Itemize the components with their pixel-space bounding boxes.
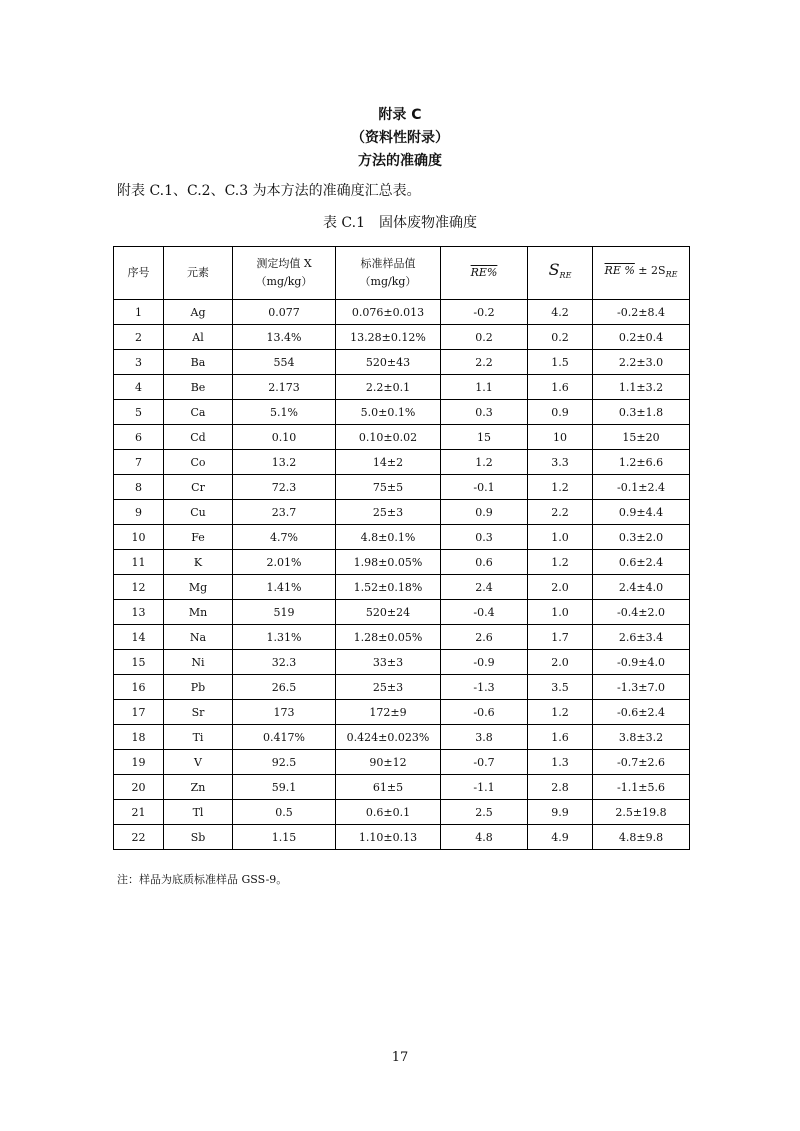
cell-re: 0.3: [441, 525, 528, 550]
cell-measured: 2.173: [233, 375, 336, 400]
table-row: [114, 450, 690, 475]
header-measured-line2: （mg/kg）: [255, 275, 313, 288]
cell-element: Al: [164, 325, 233, 350]
cell-re: -0.9: [441, 650, 528, 675]
cell-measured: 519: [233, 600, 336, 625]
cell-re-pm: -0.7±2.6: [593, 750, 690, 775]
cell-measured: 23.7: [233, 500, 336, 525]
cell-standard: 1.10±0.13: [336, 825, 441, 850]
cell-element: Mg: [164, 575, 233, 600]
cell-re: -1.3: [441, 675, 528, 700]
table-row: [114, 375, 690, 400]
cell-standard: 75±5: [336, 475, 441, 500]
cell-standard: 61±5: [336, 775, 441, 800]
cell-re: -0.1: [441, 475, 528, 500]
cell-element: V: [164, 750, 233, 775]
cell-s: 1.2: [528, 700, 593, 725]
cell-s: 10: [528, 425, 593, 450]
cell-measured: 2.01%: [233, 550, 336, 575]
cell-re: 0.9: [441, 500, 528, 525]
header-standard: [336, 247, 441, 300]
cell-element: Ag: [164, 300, 233, 325]
cell-re-pm: 1.1±3.2: [593, 375, 690, 400]
header-s: [528, 247, 593, 300]
cell-no: 15: [114, 650, 164, 675]
header-element: 元素: [164, 247, 233, 300]
cell-re: -0.4: [441, 600, 528, 625]
cell-s: 3.5: [528, 675, 593, 700]
cell-measured: 13.4%: [233, 325, 336, 350]
cell-standard: 2.2±0.1: [336, 375, 441, 400]
cell-re: -0.6: [441, 700, 528, 725]
intro-paragraph: 附表 C.1、C.2、C.3 为本方法的准确度汇总表。: [117, 183, 421, 199]
header-standard-line1: 标准样品值: [360, 257, 416, 270]
table-row: [114, 550, 690, 575]
cell-standard: 520±43: [336, 350, 441, 375]
cell-measured: 5.1%: [233, 400, 336, 425]
cell-standard: 90±12: [336, 750, 441, 775]
cell-measured: 32.3: [233, 650, 336, 675]
header-measured: [233, 247, 336, 300]
cell-no: 19: [114, 750, 164, 775]
cell-re: 3.8: [441, 725, 528, 750]
table-row: [114, 825, 690, 850]
cell-measured: 0.417%: [233, 725, 336, 750]
cell-standard: 1.52±0.18%: [336, 575, 441, 600]
cell-re-pm: 2.5±19.8: [593, 800, 690, 825]
table-row: [114, 750, 690, 775]
cell-element: Ti: [164, 725, 233, 750]
cell-element: Mn: [164, 600, 233, 625]
cell-re: -1.1: [441, 775, 528, 800]
cell-standard: 520±24: [336, 600, 441, 625]
cell-element: Cd: [164, 425, 233, 450]
cell-re-pm: 0.3±1.8: [593, 400, 690, 425]
cell-re: 2.4: [441, 575, 528, 600]
cell-re-pm: 4.8±9.8: [593, 825, 690, 850]
cell-measured: 1.41%: [233, 575, 336, 600]
table-row: [114, 625, 690, 650]
cell-standard: 25±3: [336, 675, 441, 700]
header-re: [441, 247, 528, 300]
cell-no: 9: [114, 500, 164, 525]
cell-re-pm: 1.2±6.6: [593, 450, 690, 475]
table-row: [114, 525, 690, 550]
cell-element: Co: [164, 450, 233, 475]
table-row: [114, 650, 690, 675]
cell-element: Ni: [164, 650, 233, 675]
table-row: [114, 425, 690, 450]
cell-element: Ca: [164, 400, 233, 425]
page-number: 17: [391, 1050, 409, 1065]
cell-measured: 72.3: [233, 475, 336, 500]
header-re-label: RE%: [470, 266, 498, 279]
table-row: [114, 600, 690, 625]
cell-s: 1.6: [528, 375, 593, 400]
cell-re-pm: 0.2±0.4: [593, 325, 690, 350]
cell-re-pm: -1.3±7.0: [593, 675, 690, 700]
cell-no: 6: [114, 425, 164, 450]
cell-s: 4.2: [528, 300, 593, 325]
cell-element: Be: [164, 375, 233, 400]
cell-re-pm: -0.9±4.0: [593, 650, 690, 675]
cell-element: Na: [164, 625, 233, 650]
cell-s: 4.9: [528, 825, 593, 850]
cell-no: 13: [114, 600, 164, 625]
cell-standard: 14±2: [336, 450, 441, 475]
cell-s: 1.2: [528, 475, 593, 500]
cell-measured: 173: [233, 700, 336, 725]
cell-re: 2.6: [441, 625, 528, 650]
cell-element: Fe: [164, 525, 233, 550]
table-body: [114, 300, 690, 850]
cell-s: 9.9: [528, 800, 593, 825]
cell-re-pm: 15±20: [593, 425, 690, 450]
appendix-label: 附录 C: [378, 107, 422, 123]
cell-standard: 172±9: [336, 700, 441, 725]
accuracy-table: [113, 246, 690, 850]
cell-element: K: [164, 550, 233, 575]
table-row: [114, 325, 690, 350]
cell-no: 18: [114, 725, 164, 750]
cell-no: 10: [114, 525, 164, 550]
cell-re: 15: [441, 425, 528, 450]
cell-re-pm: -0.2±8.4: [593, 300, 690, 325]
header-re-pm-label: RE %: [604, 264, 635, 277]
cell-no: 14: [114, 625, 164, 650]
cell-measured: 59.1: [233, 775, 336, 800]
cell-no: 20: [114, 775, 164, 800]
header-measured-line1: 测定均值 X: [256, 257, 312, 270]
cell-re: 1.1: [441, 375, 528, 400]
header-s-sub: RE: [559, 271, 572, 280]
cell-no: 3: [114, 350, 164, 375]
cell-measured: 0.077: [233, 300, 336, 325]
header-re-pm-tail: ± 2S: [634, 264, 666, 277]
cell-s: 1.2: [528, 550, 593, 575]
cell-s: 1.0: [528, 600, 593, 625]
table-row: [114, 700, 690, 725]
cell-re-pm: 0.6±2.4: [593, 550, 690, 575]
cell-standard: 0.6±0.1: [336, 800, 441, 825]
cell-standard: 0.10±0.02: [336, 425, 441, 450]
header-re-pm-sub: RE: [665, 270, 678, 279]
cell-measured: 26.5: [233, 675, 336, 700]
appendix-type: （资料性附录）: [351, 130, 449, 146]
cell-re-pm: 2.2±3.0: [593, 350, 690, 375]
cell-no: 1: [114, 300, 164, 325]
cell-s: 2.0: [528, 575, 593, 600]
cell-standard: 1.28±0.05%: [336, 625, 441, 650]
cell-no: 12: [114, 575, 164, 600]
cell-measured: 1.31%: [233, 625, 336, 650]
cell-s: 1.3: [528, 750, 593, 775]
cell-re: -0.7: [441, 750, 528, 775]
cell-measured: 0.10: [233, 425, 336, 450]
cell-s: 1.7: [528, 625, 593, 650]
cell-re: 1.2: [441, 450, 528, 475]
table-row: [114, 350, 690, 375]
cell-s: 2.2: [528, 500, 593, 525]
table-row: [114, 300, 690, 325]
cell-re-pm: 2.6±3.4: [593, 625, 690, 650]
cell-s: 3.3: [528, 450, 593, 475]
cell-re: 2.2: [441, 350, 528, 375]
cell-standard: 5.0±0.1%: [336, 400, 441, 425]
cell-element: Sr: [164, 700, 233, 725]
cell-re-pm: -0.6±2.4: [593, 700, 690, 725]
cell-no: 5: [114, 400, 164, 425]
table-note: 注：样品为底质标准样品 GSS-9。: [117, 873, 288, 886]
table-row: [114, 725, 690, 750]
cell-no: 22: [114, 825, 164, 850]
cell-s: 0.2: [528, 325, 593, 350]
cell-standard: 13.28±0.12%: [336, 325, 441, 350]
cell-no: 4: [114, 375, 164, 400]
cell-measured: 13.2: [233, 450, 336, 475]
cell-re-pm: -0.1±2.4: [593, 475, 690, 500]
cell-no: 8: [114, 475, 164, 500]
table-caption: 表 C.1 固体废物准确度: [322, 215, 478, 231]
cell-re: 0.2: [441, 325, 528, 350]
cell-re-pm: 0.3±2.0: [593, 525, 690, 550]
cell-s: 1.6: [528, 725, 593, 750]
cell-s: 0.9: [528, 400, 593, 425]
table-row: [114, 800, 690, 825]
cell-standard: 33±3: [336, 650, 441, 675]
cell-element: Sb: [164, 825, 233, 850]
cell-measured: 1.15: [233, 825, 336, 850]
cell-no: 21: [114, 800, 164, 825]
cell-no: 16: [114, 675, 164, 700]
cell-element: Cr: [164, 475, 233, 500]
cell-re: -0.2: [441, 300, 528, 325]
cell-measured: 0.5: [233, 800, 336, 825]
cell-standard: 4.8±0.1%: [336, 525, 441, 550]
cell-no: 11: [114, 550, 164, 575]
cell-re: 0.3: [441, 400, 528, 425]
cell-re-pm: -1.1±5.6: [593, 775, 690, 800]
cell-s: 2.8: [528, 775, 593, 800]
header-s-label: S: [548, 260, 560, 279]
cell-re-pm: 0.9±4.4: [593, 500, 690, 525]
table-row: [114, 400, 690, 425]
table-row: [114, 500, 690, 525]
cell-no: 7: [114, 450, 164, 475]
cell-element: Zn: [164, 775, 233, 800]
cell-s: 1.5: [528, 350, 593, 375]
header-standard-line2: （mg/kg）: [359, 275, 417, 288]
table-header-row: [114, 247, 690, 300]
table-row: [114, 475, 690, 500]
cell-s: 2.0: [528, 650, 593, 675]
cell-re-pm: 3.8±3.2: [593, 725, 690, 750]
cell-re-pm: 2.4±4.0: [593, 575, 690, 600]
cell-standard: 25±3: [336, 500, 441, 525]
cell-no: 17: [114, 700, 164, 725]
header-no: 序号: [114, 247, 164, 300]
cell-s: 1.0: [528, 525, 593, 550]
cell-measured: 554: [233, 350, 336, 375]
cell-no: 2: [114, 325, 164, 350]
cell-element: Tl: [164, 800, 233, 825]
cell-element: Pb: [164, 675, 233, 700]
cell-standard: 0.076±0.013: [336, 300, 441, 325]
appendix-title: 方法的准确度: [358, 153, 442, 169]
cell-standard: 1.98±0.05%: [336, 550, 441, 575]
cell-element: Ba: [164, 350, 233, 375]
cell-measured: 4.7%: [233, 525, 336, 550]
cell-re: 2.5: [441, 800, 528, 825]
cell-element: Cu: [164, 500, 233, 525]
cell-re: 4.8: [441, 825, 528, 850]
cell-standard: 0.424±0.023%: [336, 725, 441, 750]
table-row: [114, 675, 690, 700]
cell-measured: 92.5: [233, 750, 336, 775]
table-row: [114, 575, 690, 600]
header-re-pm: [593, 247, 690, 300]
table-row: [114, 775, 690, 800]
cell-re: 0.6: [441, 550, 528, 575]
cell-re-pm: -0.4±2.0: [593, 600, 690, 625]
